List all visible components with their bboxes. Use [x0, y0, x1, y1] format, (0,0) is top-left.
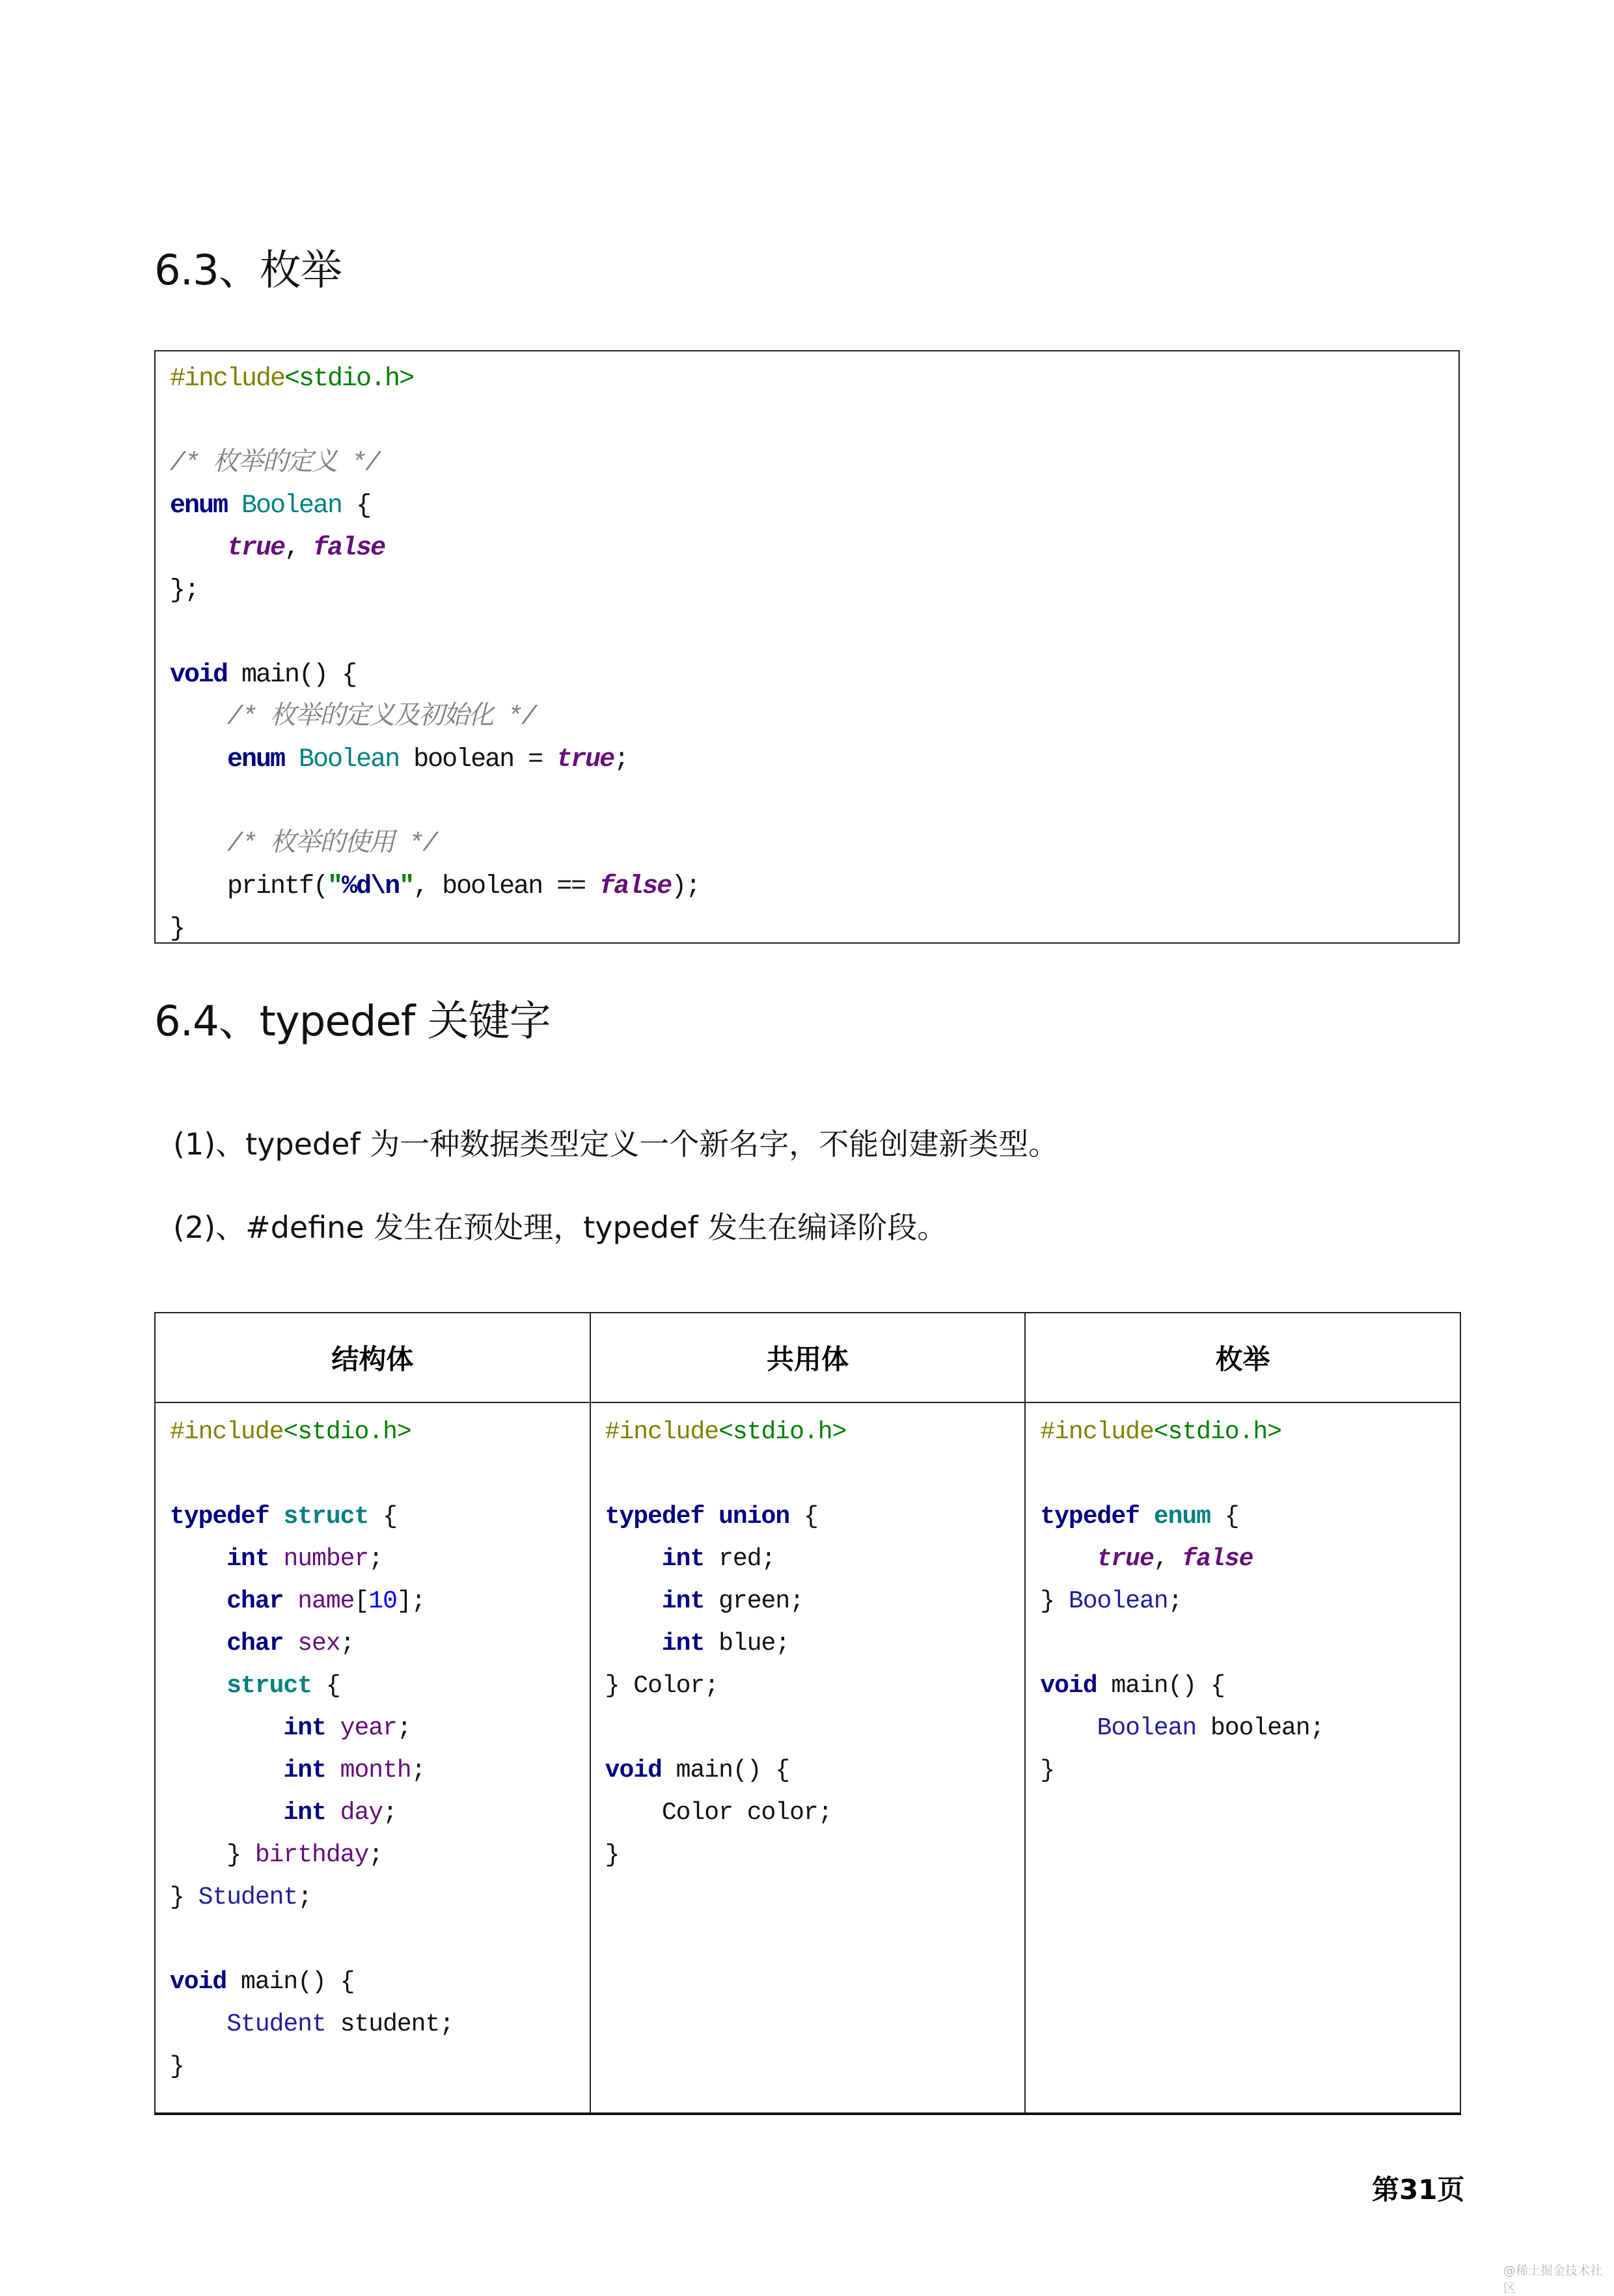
- code-line: printf("%d\n", boolean == false);: [170, 872, 700, 901]
- code-line: void main() {: [605, 1756, 790, 1784]
- typedef-point-1: (1)、typedef 为一种数据类型定义一个新名字，不能创建新类型。: [173, 1127, 1059, 1162]
- code-line: [170, 400, 700, 443]
- table-header-row: [155, 1313, 1460, 1402]
- code-line: } birthday;: [170, 1841, 383, 1869]
- code-line: enum Boolean {: [170, 491, 371, 521]
- code-line: void main() {: [170, 661, 357, 690]
- header-enum: 枚举: [1025, 1313, 1460, 1402]
- code-line: }: [1040, 1756, 1055, 1784]
- code-line: } Boolean;: [1040, 1587, 1183, 1615]
- code-line: [605, 1453, 847, 1496]
- cell-union-code: [590, 1402, 1026, 2114]
- code-line: };: [170, 576, 199, 605]
- code-line: #include<stdio.h>: [605, 1418, 847, 1446]
- code-line: Student student;: [226, 2010, 454, 2038]
- code-line: enum Boolean boolean = true;: [227, 745, 629, 774]
- code-line: int number;: [226, 1545, 383, 1573]
- code-line: /* 枚举的定义 */: [170, 449, 380, 478]
- code-line: [170, 612, 700, 654]
- code-line: int day;: [283, 1799, 397, 1827]
- code-line: Boolean boolean;: [1097, 1714, 1324, 1742]
- code-line: } Student;: [170, 1883, 312, 1911]
- code-line: }: [605, 1841, 620, 1869]
- cell-enum-code: [1025, 1402, 1460, 2114]
- code-line: true, false: [1097, 1545, 1253, 1573]
- code-line: [1040, 1622, 1324, 1665]
- code-line: [1040, 1453, 1324, 1496]
- header-union: 共用体: [590, 1313, 1026, 1402]
- code-listing: [1040, 1411, 1324, 1792]
- page-number: 第31页: [1372, 2174, 1465, 2206]
- code-line: int month;: [283, 1756, 426, 1784]
- code-line: int year;: [283, 1714, 411, 1742]
- code-line: /* 枚举的使用 */: [227, 830, 437, 859]
- code-line: [170, 1919, 454, 1961]
- code-line: [170, 781, 700, 823]
- code-line: Color color;: [605, 1799, 832, 1827]
- code-line: struct {: [226, 1672, 340, 1700]
- code-line: }: [170, 914, 185, 944]
- watermark: @稀土掘金技术社区: [1503, 2263, 1603, 2295]
- code-line: char sex;: [226, 1630, 355, 1658]
- code-listing: [170, 358, 700, 950]
- comparison-table: [154, 1312, 1461, 2115]
- code-line: void main() {: [170, 1968, 355, 1996]
- code-line: void main() {: [1040, 1672, 1225, 1700]
- code-listing: [605, 1411, 847, 1876]
- code-listing: [170, 1411, 454, 2088]
- code-line: typedef enum {: [1040, 1503, 1239, 1531]
- code-line: typedef union {: [605, 1503, 818, 1531]
- code-line: } Color;: [605, 1672, 719, 1700]
- code-line: /* 枚举的定义及初始化 */: [227, 703, 536, 732]
- code-line: #include<stdio.h>: [170, 364, 414, 394]
- section-heading-enum: 6.3、枚举: [154, 247, 342, 295]
- code-line: int red;: [661, 1545, 776, 1573]
- header-struct: 结构体: [155, 1313, 590, 1402]
- code-line: #include<stdio.h>: [170, 1418, 411, 1446]
- code-line: true, false: [227, 534, 385, 563]
- section-heading-typedef: 6.4、typedef 关键字: [154, 998, 551, 1046]
- code-line: int green;: [661, 1587, 804, 1615]
- cell-struct-code: [155, 1402, 590, 2114]
- code-line: typedef struct {: [170, 1503, 397, 1531]
- code-line: [170, 1453, 454, 1496]
- code-line: }: [170, 2053, 184, 2081]
- code-line: #include<stdio.h>: [1040, 1418, 1281, 1446]
- typedef-point-2: (2)、#define 发生在预处理，typedef 发生在编译阶段。: [173, 1210, 948, 1245]
- code-block-enum: [154, 350, 1460, 944]
- code-line: int blue;: [661, 1630, 790, 1658]
- code-line: [605, 1707, 847, 1749]
- code-line: char name[10];: [226, 1587, 426, 1615]
- table-row: [155, 1402, 1460, 2114]
